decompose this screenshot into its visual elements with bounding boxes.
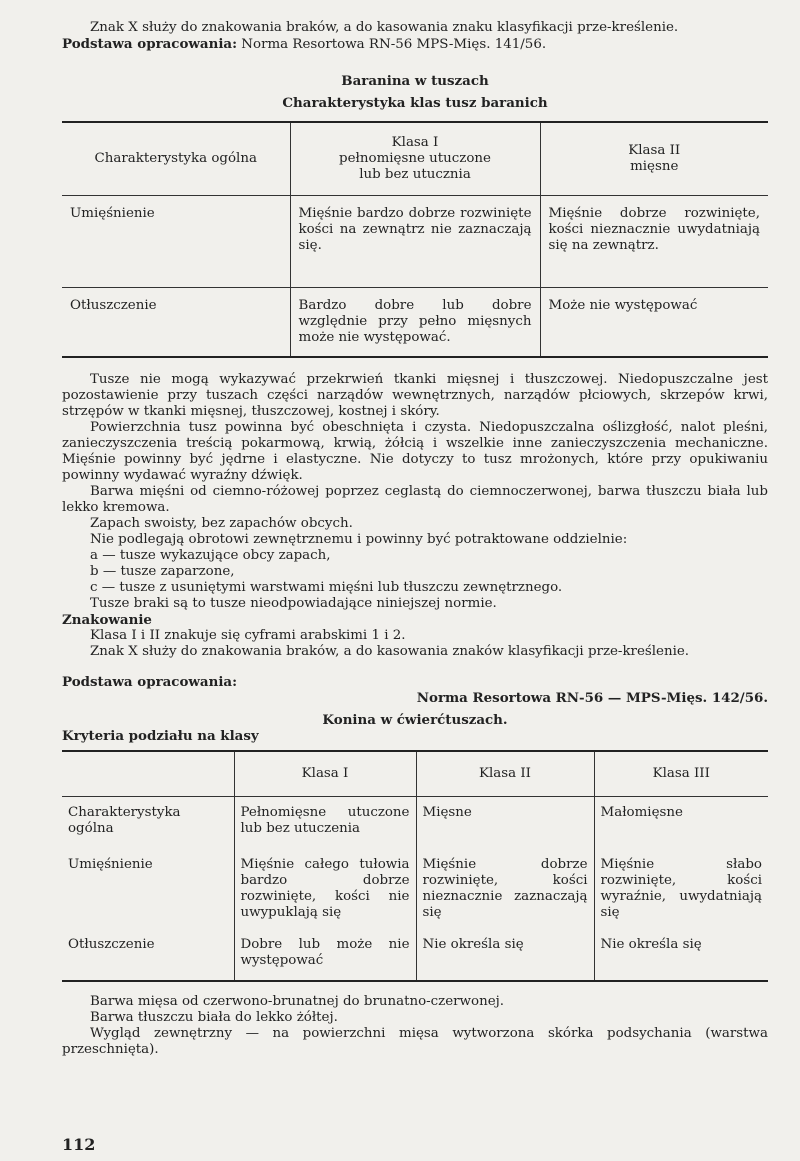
table-cell: Małomięsne xyxy=(594,797,768,849)
criteria-label: Kryteria podziału na klasy xyxy=(62,728,259,744)
table-cell: Mięśnie dobrze rozwinięte, kości nieznacznie zaznaczają się xyxy=(416,849,594,929)
table-row xyxy=(62,849,768,929)
table-row xyxy=(62,196,768,288)
basis-label: Podstawa opracowania: xyxy=(62,674,238,690)
table-cell: Może nie występować xyxy=(540,288,768,358)
section1-title: Baranina w tuszach xyxy=(341,73,489,89)
paragraph: Powierzchnia tusz powinna być obeschnięta i czysta. Niedopuszczalna oślizgłość, nalot pleśni, zanieczyszczenia treścią pokarmową, krwią, żółcią i wszelkie inne zanieczyszczenia mechaniczne. Mięśnie powinny być jędrne i elastyczne. Nie dotyczy to tusz mrożonych, które przy opukiwaniu powinny wydawać wyraźny dźwięk. xyxy=(62,420,768,483)
row-label: Charakterystyka ogólna xyxy=(68,805,181,836)
table-cell: Nie określa się xyxy=(416,929,594,981)
table-cell: Mięśnie dobrze rozwinięte, kości nieznacznie uwydatniają się na zewnątrz. xyxy=(540,196,768,288)
marking-heading: Znakowanie xyxy=(62,612,152,628)
header-cell: Klasa II mięsne xyxy=(540,122,768,196)
table-cell: Nie określa się xyxy=(594,929,768,981)
header-cell xyxy=(62,751,234,797)
paragraph: Tusze nie mogą wykazywać przekrwień tkanki mięsnej i tłuszczowej. Niedopuszczalne jest pozostawienie przy tuszach części narządów wewnętrznych, narządów płciowych, skrzepów krwi, strzępów w tkanki mięsnej, tłuszczowej, kostnej i skóry. xyxy=(62,372,768,419)
list-item: a — tusze wykazujące obcy zapach, xyxy=(90,548,331,563)
table-row xyxy=(62,929,768,981)
basis-value: Norma Resortowa RN-56 MPS-Mięs. 141/56. xyxy=(241,37,547,52)
paragraph: Barwa mięśni od ciemno-różowej poprzez ceglastą do ciemnoczerwonej, barwa tłuszczu biała lub lekko kremowa. xyxy=(62,484,768,515)
basis-value: Norma Resortowa RN-56 — MPS-Mięs. 142/56. xyxy=(416,690,768,706)
section2-title: Konina w ćwierćtuszach. xyxy=(322,712,508,728)
header-cell: Klasa I pełnomięsne utuczone lub bez utucznia xyxy=(290,122,540,196)
paragraph: Zapach swoisty, bez zapachów obcych. xyxy=(90,516,353,531)
paragraph: Tusze braki są to tusze nieodpowiadające niniejszej normie. xyxy=(90,596,497,611)
horse-meat-text xyxy=(62,994,768,1058)
header-cell: Klasa I xyxy=(234,751,416,797)
section1-subtitle: Charakterystyka klas tusz baranich xyxy=(282,95,548,111)
table-cell: Mięsne xyxy=(416,797,594,849)
marking-line: Klasa I i II znakuje się cyframi arabskimi 1 i 2. xyxy=(90,628,406,643)
row-label: Otłuszczenie xyxy=(70,298,157,313)
row-label: Umięśnienie xyxy=(68,856,153,872)
table-row xyxy=(62,797,768,849)
paragraph: Wygląd zewnętrzny — na powierzchni mięsa wytworzona skórka podsychania (warstwa przeschnięta). xyxy=(62,1025,768,1057)
intro-basis xyxy=(62,36,768,53)
exclusion-list xyxy=(62,548,768,596)
table-header-row xyxy=(62,751,768,797)
mutton-text xyxy=(62,372,768,706)
table-cell: Dobre lub może nie występować xyxy=(234,929,416,981)
table-row xyxy=(62,288,768,358)
row-label: Umięśnienie xyxy=(70,206,155,221)
page-content xyxy=(62,20,768,1058)
mutton-class-table xyxy=(62,121,768,358)
table-cell: Mięśnie całego tułowia bardzo dobrze rozwinięte, kości nie uwypuklają się xyxy=(234,849,416,929)
table-cell: Mięśnie słabo rozwinięte, kości wyraźnie, uwydatniają się xyxy=(594,849,768,929)
table-cell: Mięśnie bardzo dobrze rozwinięte kości na zewnątrz nie zaznaczają się. xyxy=(290,196,540,288)
paragraph: Nie podlegają obrotowi zewnętrznemu i powinny być potraktowane oddzielnie: xyxy=(90,532,628,547)
list-item: c — tusze z usuniętymi warstwami mięśni lub tłuszczu zewnętrznego. xyxy=(90,580,563,595)
paragraph: Barwa tłuszczu biała do lekko żółtej. xyxy=(90,1009,338,1025)
marking-line: Znak X służy do znakowania braków, a do kasowania znaków klasyfikacji prze-kreślenie. xyxy=(90,644,690,659)
table-cell: Bardzo dobre lub dobre względnie przy pełno mięsnych może nie występować. xyxy=(290,288,540,358)
row-label: Otłuszczenie xyxy=(68,936,155,952)
paragraph: Barwa mięsa od czerwono-brunatnej do brunatno-czerwonej. xyxy=(90,993,505,1009)
header-cell: Klasa II xyxy=(416,751,594,797)
header-cell: Klasa III xyxy=(594,751,768,797)
horse-meat-table xyxy=(62,750,768,982)
table-header-row xyxy=(62,122,768,196)
list-item: b — tusze zaparzone, xyxy=(90,564,235,579)
basis-label: Podstawa opracowania: xyxy=(62,36,238,52)
page-number: 112 xyxy=(62,1135,96,1154)
header-cell: Charakterystyka ogólna xyxy=(62,122,290,196)
table-cell: Pełnomięsne utuczone lub bez utuczenia xyxy=(234,797,416,849)
intro-line: Znak X służy do znakowania braków, a do kasowania znaku klasyfikacji prze-kreślenie. xyxy=(90,20,679,35)
